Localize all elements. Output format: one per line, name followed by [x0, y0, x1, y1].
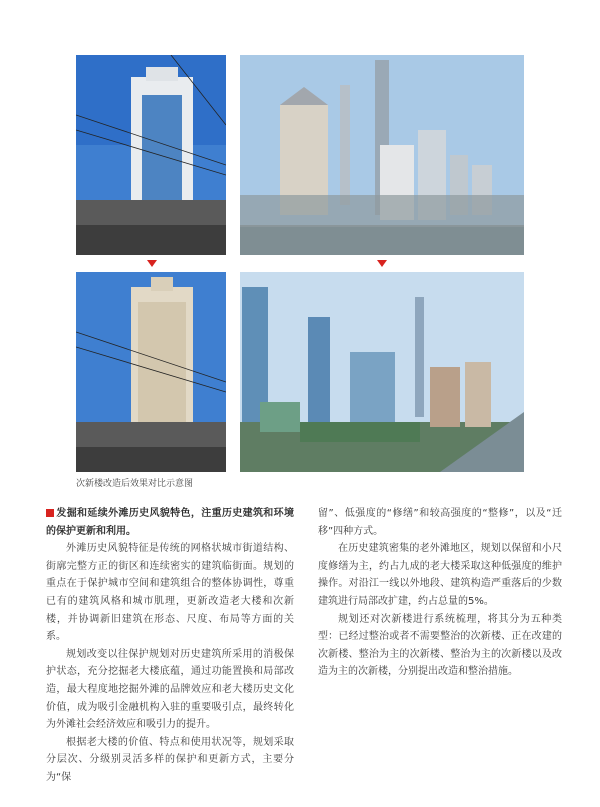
paragraph: 规划改变以往保护规划对历史建筑所采用的消极保护状态，充分挖掘老大楼底蕴，通过功能置换和局部改造，最大程度地挖掘外滩的品牌效应和老大楼历史文化价值，成为吸引金融机构入驻的重要吸引点，最终转化为外滩社会经济效应和吸引力的提升。: [46, 648, 294, 731]
text-column-right: [318, 505, 562, 681]
photo-tower-before: [76, 55, 226, 255]
paragraph: 外滩历史风貌特征是传统的网格状城市街道结构、街廓完整方正的街区和连续密实的建筑临街面。规划的重点在于保护城市空间和建筑组合的整体协调性，尊重已有的建筑风格和城市肌理，更新改造老大楼和次新楼，并协调新旧建筑在形态、尺度、布局等方面的关系。: [46, 543, 294, 643]
paragraph: 留”、低强度的“修缮”和较高强度的“整修”，以及“迁移”四种方式。: [318, 508, 562, 537]
figure-caption: 次新楼改造后效果对比示意图: [76, 479, 194, 489]
photo-skyline-after: [240, 272, 524, 472]
photo-tower-after: [76, 272, 226, 472]
text-column-left: [46, 505, 294, 787]
paragraph: 根据老大楼的价值、特点和使用状况等，规划采取分层次、分级别灵活多样的保护和更新方式，主要分为“保: [46, 736, 294, 783]
down-arrow-icon-right: [377, 260, 387, 267]
red-square-icon: [46, 509, 54, 517]
paragraph: 规划还对次新楼进行系统梳理，将其分为五种类型：已经过整治或者不需要整治的次新楼、正在改建的次新楼、整治为主的次新楼、整治为主的次新楼以及改造为主的次新楼，分别提出改造和整治措施。: [318, 613, 562, 678]
lead-text: 发掘和延续外滩历史风貌特色，注重历史建筑和环境的保护更新和利用。: [46, 508, 294, 537]
down-arrow-icon-left: [147, 260, 157, 267]
lead-paragraph: [46, 505, 294, 540]
paragraph: 在历史建筑密集的老外滩地区，规划以保留和小尺度修缮为主，约占九成的老大楼采取这种低强度的维护操作。对沿江一线以外地段、建筑构造严重落后的少数建筑进行局部改扩建，约占总量的5%。: [318, 543, 562, 607]
photo-skyline-before: [240, 55, 524, 255]
